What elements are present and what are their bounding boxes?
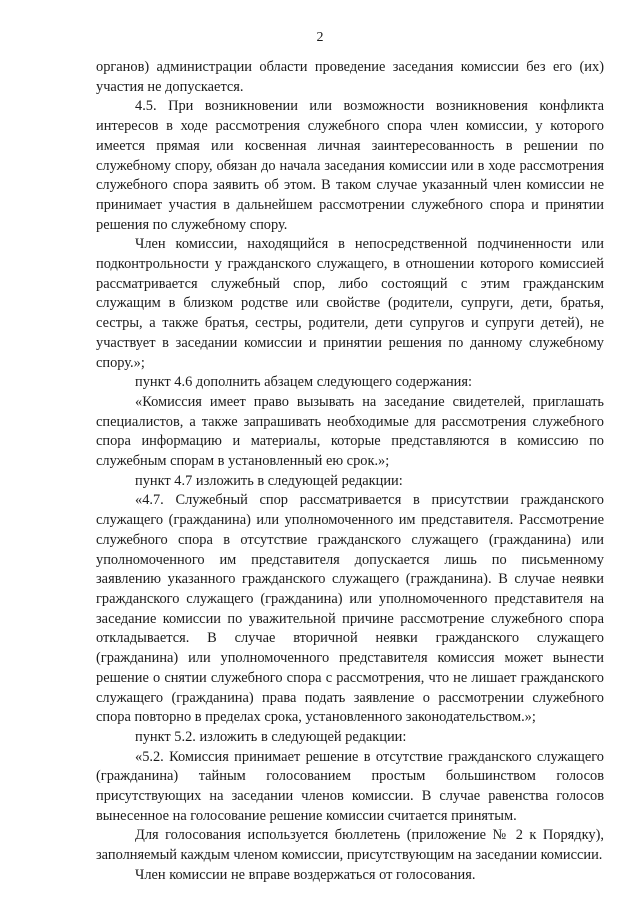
paragraph-amend-4-7: пункт 4.7 изложить в следующей редакции: <box>135 472 403 489</box>
paragraph-abstain: Член комиссии не вправе воздержаться от голосования. <box>135 866 476 883</box>
paragraph-amend-5-2: пункт 5.2. изложить в следующей редакции: <box>135 728 407 745</box>
paragraph-commission-member: Член комиссии, находящийся в непосредственной подчиненности или подконтрольности у гражданского служащего, в отношении которого комиссией рассматривается служебный спор, либо состоящий с этим гражданским служащим в близком родстве или свойстве (родители, супруги, дети, братья, сестры, а также братья, сестры, родители, дети супругов и супруги детей), не участвует в заседании комиссии и принятии решения по данному служебному спору.»; <box>96 236 604 371</box>
paragraph-ballot: Для голосования используется бюллетень (приложение № 2 к Порядку), заполняемый каждым членом комиссии, присутствующим на заседании комиссии. <box>96 827 604 864</box>
paragraph-quote-4-7: «4.7. Служебный спор рассматривается в присутствии гражданского служащего (гражданина) или уполномоченного им представителя. Рассмотрение служебного спора в отсутствие гражданского служащего (гражданина) или уполномоченного им представителя допускается лишь по письменному заявлению указанного гражданского служащего (гражданина). В случае неявки гражданского служащего (гражданина) или уполномоченного представителя на заседание комиссии по уважительной причине рассмотрение служебного спора откладывается. В случае вторичной неявки гражданского служащего (гражданина) или уполномоченного представителя комиссия может вынести решение о снятии служебного спора с рассмотрения, что не лишает гражданского служащего (гражданина) права подать заявление о рассмотрении служебного спора повторно в пределах срока, установленного законодательством.»; <box>96 492 604 726</box>
paragraph-item-4-5: 4.5. При возникновении или возможности возникновения конфликта интересов в ходе рассмотрения служебного спора член комиссии, у которого имеется прямая или косвенная личная заинтересованность в решении по служебному спору, обязан до начала заседания комиссии или в ходе рассмотрения служебного спора заявить об этом. В таком случае указанный член комиссии не принимает участия в дальнейшем рассмотрении служебного спора и принятии решения по служебному спору. <box>96 98 604 233</box>
document-body <box>96 58 604 886</box>
page-number: 2 <box>316 30 324 45</box>
paragraph-amend-4-6: пункт 4.6 дополнить абзацем следующего содержания: <box>135 374 472 391</box>
paragraph-quote-5-2: «5.2. Комиссия принимает решение в отсутствие гражданского служащего (гражданина) тайным голосованием простым большинством голосов присутствующих на заседании членов комиссии. В случае равенства голосов вынесенное на голосование решение комиссии считается принятым. <box>96 748 604 824</box>
paragraph-quote-4-6: «Комиссия имеет право вызывать на заседание свидетелей, приглашать специалистов, а также запрашивать необходимые для рассмотрения служебного спора информацию и материалы, которые представляются в комиссию по служебным спорам в установленный ею срок.»; <box>96 393 604 470</box>
paragraph-continuation: органов) администрации области проведение заседания комиссии без его (их) участия не допускается. <box>96 59 604 95</box>
